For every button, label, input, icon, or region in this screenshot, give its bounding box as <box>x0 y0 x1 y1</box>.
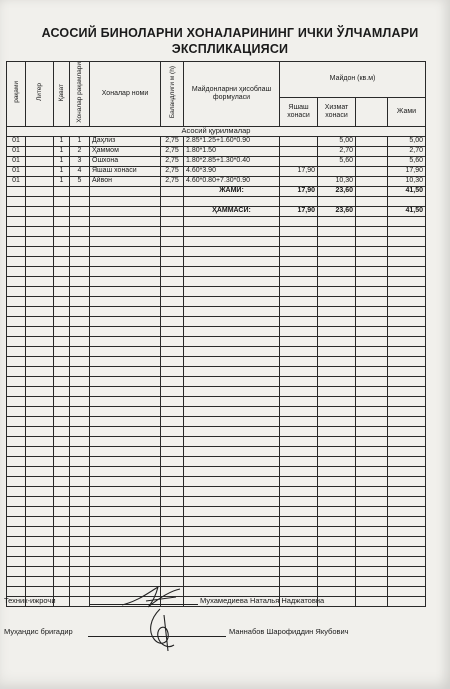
cell-formula: 4.60*0.80+7.30*0.90 <box>184 176 280 186</box>
header-yashash: Яшаш хонаси <box>280 97 318 126</box>
cell-nomi: Ошхона <box>90 156 161 166</box>
table-row <box>7 166 426 176</box>
table-row <box>7 146 426 156</box>
total-jami: 41,50 <box>388 206 426 216</box>
explication-table <box>6 61 426 607</box>
blank-row <box>7 466 426 476</box>
cell-nomi: Айвон <box>90 176 161 186</box>
cell-empty <box>356 146 388 156</box>
cell-qavat: 1 <box>54 166 70 176</box>
blank-row <box>7 426 426 436</box>
blank-row <box>7 286 426 296</box>
blank-row <box>7 446 426 456</box>
blank-row <box>7 496 426 506</box>
subtotal-xizmat: 23,60 <box>318 186 356 196</box>
cell-formula: 2.85*1.25+1.60*0.90 <box>184 136 280 146</box>
blank-row <box>7 366 426 376</box>
header-maydon: Майдон (кв.м) <box>280 62 426 98</box>
cell-qavat: 1 <box>54 176 70 186</box>
engineer-signature-mark <box>138 605 186 653</box>
cell-h: 2,75 <box>161 166 184 176</box>
header-xona-nomi: Хоналар номи <box>90 62 161 127</box>
blank-row <box>7 546 426 556</box>
tech-name: Мухамедиева Наталья Наджатовна <box>200 596 325 605</box>
header-xizmat: Хизмат хонаси <box>318 97 356 126</box>
subtotal-label: ЖАМИ: <box>184 186 280 196</box>
subtotal-row <box>7 186 426 196</box>
cell-liter <box>26 176 54 186</box>
blank-row <box>7 386 426 396</box>
subtotal-yashash: 17,90 <box>280 186 318 196</box>
cell-qavat: 1 <box>54 136 70 146</box>
table-row <box>7 156 426 166</box>
cell-formula: 4.60*3.90 <box>184 166 280 176</box>
cell-empty <box>356 136 388 146</box>
blank-row <box>7 326 426 336</box>
cell-xona: 3 <box>70 156 90 166</box>
blank-row <box>7 356 426 366</box>
cell-raqam: 01 <box>7 136 26 146</box>
engineer-role: Муҳандис бригадир <box>4 627 73 636</box>
cell-xona: 5 <box>70 176 90 186</box>
blank-row <box>7 456 426 466</box>
cell-xizmat: 2,70 <box>318 146 356 156</box>
cell-yashash <box>280 136 318 146</box>
cell-xizmat: 5,00 <box>318 136 356 146</box>
cell-h: 2,75 <box>161 156 184 166</box>
cell-qavat: 1 <box>54 156 70 166</box>
blank-row <box>7 396 426 406</box>
cell-h: 2,75 <box>161 176 184 186</box>
blank-row <box>7 276 426 286</box>
blank-row <box>7 306 426 316</box>
blank-row <box>7 476 426 486</box>
cell-empty <box>356 156 388 166</box>
blank-row <box>7 416 426 426</box>
blank-row <box>7 406 426 416</box>
blank-row <box>7 516 426 526</box>
cell-formula: 1.80*2.85+1.30*0.40 <box>184 156 280 166</box>
blank-row <box>7 526 426 536</box>
blank-row <box>7 486 426 496</box>
cell-xizmat: 5,60 <box>318 156 356 166</box>
cell-raqam: 01 <box>7 146 26 156</box>
cell-liter <box>26 156 54 166</box>
cell-formula: 1.80*1.50 <box>184 146 280 156</box>
cell-h: 2,75 <box>161 146 184 156</box>
blank-row <box>7 566 426 576</box>
table-row <box>7 136 426 146</box>
blank-row <box>7 216 426 226</box>
cell-nomi: Даҳлиз <box>90 136 161 146</box>
cell-yashash <box>280 156 318 166</box>
cell-jami: 10,30 <box>388 176 426 186</box>
total-row <box>7 206 426 216</box>
blank-row <box>7 346 426 356</box>
cell-xizmat <box>318 166 356 176</box>
blank-row <box>7 246 426 256</box>
header-row <box>7 62 426 98</box>
cell-nomi: Ҳаммом <box>90 146 161 156</box>
section-row <box>7 126 426 136</box>
spacer-row <box>7 196 426 206</box>
header-xona-raqami: Хоналар рақамлари <box>70 62 90 127</box>
header-qavat: Қават <box>54 62 70 127</box>
blank-row <box>7 506 426 516</box>
blank-row <box>7 256 426 266</box>
cell-xona: 2 <box>70 146 90 156</box>
header-jami: Жами <box>388 97 426 126</box>
cell-liter <box>26 166 54 176</box>
cell-jami: 5,60 <box>388 156 426 166</box>
cell-xona: 4 <box>70 166 90 176</box>
blank-row <box>7 226 426 236</box>
document-title-line2: ЭКСПЛИКАЦИЯСИ <box>171 42 289 56</box>
cell-liter <box>26 146 54 156</box>
total-yashash: 17,90 <box>280 206 318 216</box>
total-label: ҲАММАСИ: <box>184 206 280 216</box>
blank-row <box>7 236 426 246</box>
cell-yashash: 17,90 <box>280 166 318 176</box>
table-row <box>7 176 426 186</box>
cell-raqam: 01 <box>7 166 26 176</box>
blank-row <box>7 316 426 326</box>
blank-row <box>7 296 426 306</box>
blank-row <box>7 376 426 386</box>
cell-empty <box>356 166 388 176</box>
cell-raqam: 01 <box>7 176 26 186</box>
header-liter: Литер <box>26 62 54 127</box>
cell-xizmat: 10,30 <box>318 176 356 186</box>
cell-jami: 2,70 <box>388 146 426 156</box>
cell-yashash <box>280 176 318 186</box>
section-title: Асосий қурилмалар <box>7 126 426 136</box>
blank-row <box>7 266 426 276</box>
cell-qavat: 1 <box>54 146 70 156</box>
blank-row <box>7 336 426 346</box>
cell-liter <box>26 136 54 146</box>
cell-nomi: Яшаш хонаси <box>90 166 161 176</box>
engineer-name: Маннабов Шарофиддин Якубович <box>229 627 349 636</box>
cell-empty <box>356 176 388 186</box>
blank-row <box>7 576 426 586</box>
cell-h: 2,75 <box>161 136 184 146</box>
document-title: АСОСИЙ БИНОЛАРНИ ХОНАЛАРИНИНГ ИЧКИ ЎЛЧАМЛАРИ <box>41 26 419 40</box>
cell-yashash <box>280 146 318 156</box>
header-empty <box>356 97 388 126</box>
total-xizmat: 23,60 <box>318 206 356 216</box>
header-balandligi: Баландлиги м (h) <box>161 62 184 127</box>
header-formula: Майдонларни ҳисоблаш формуласи <box>184 62 280 127</box>
blank-row <box>7 536 426 546</box>
blank-row <box>7 436 426 446</box>
header-raqami: рақами <box>7 62 26 127</box>
cell-raqam: 01 <box>7 156 26 166</box>
subtotal-jami: 41,50 <box>388 186 426 196</box>
tech-role: Техник-ижрочи <box>4 596 56 605</box>
cell-xona: 1 <box>70 136 90 146</box>
blank-row <box>7 556 426 566</box>
cell-jami: 17,90 <box>388 166 426 176</box>
blank-row <box>7 586 426 596</box>
cell-jami: 5,00 <box>388 136 426 146</box>
